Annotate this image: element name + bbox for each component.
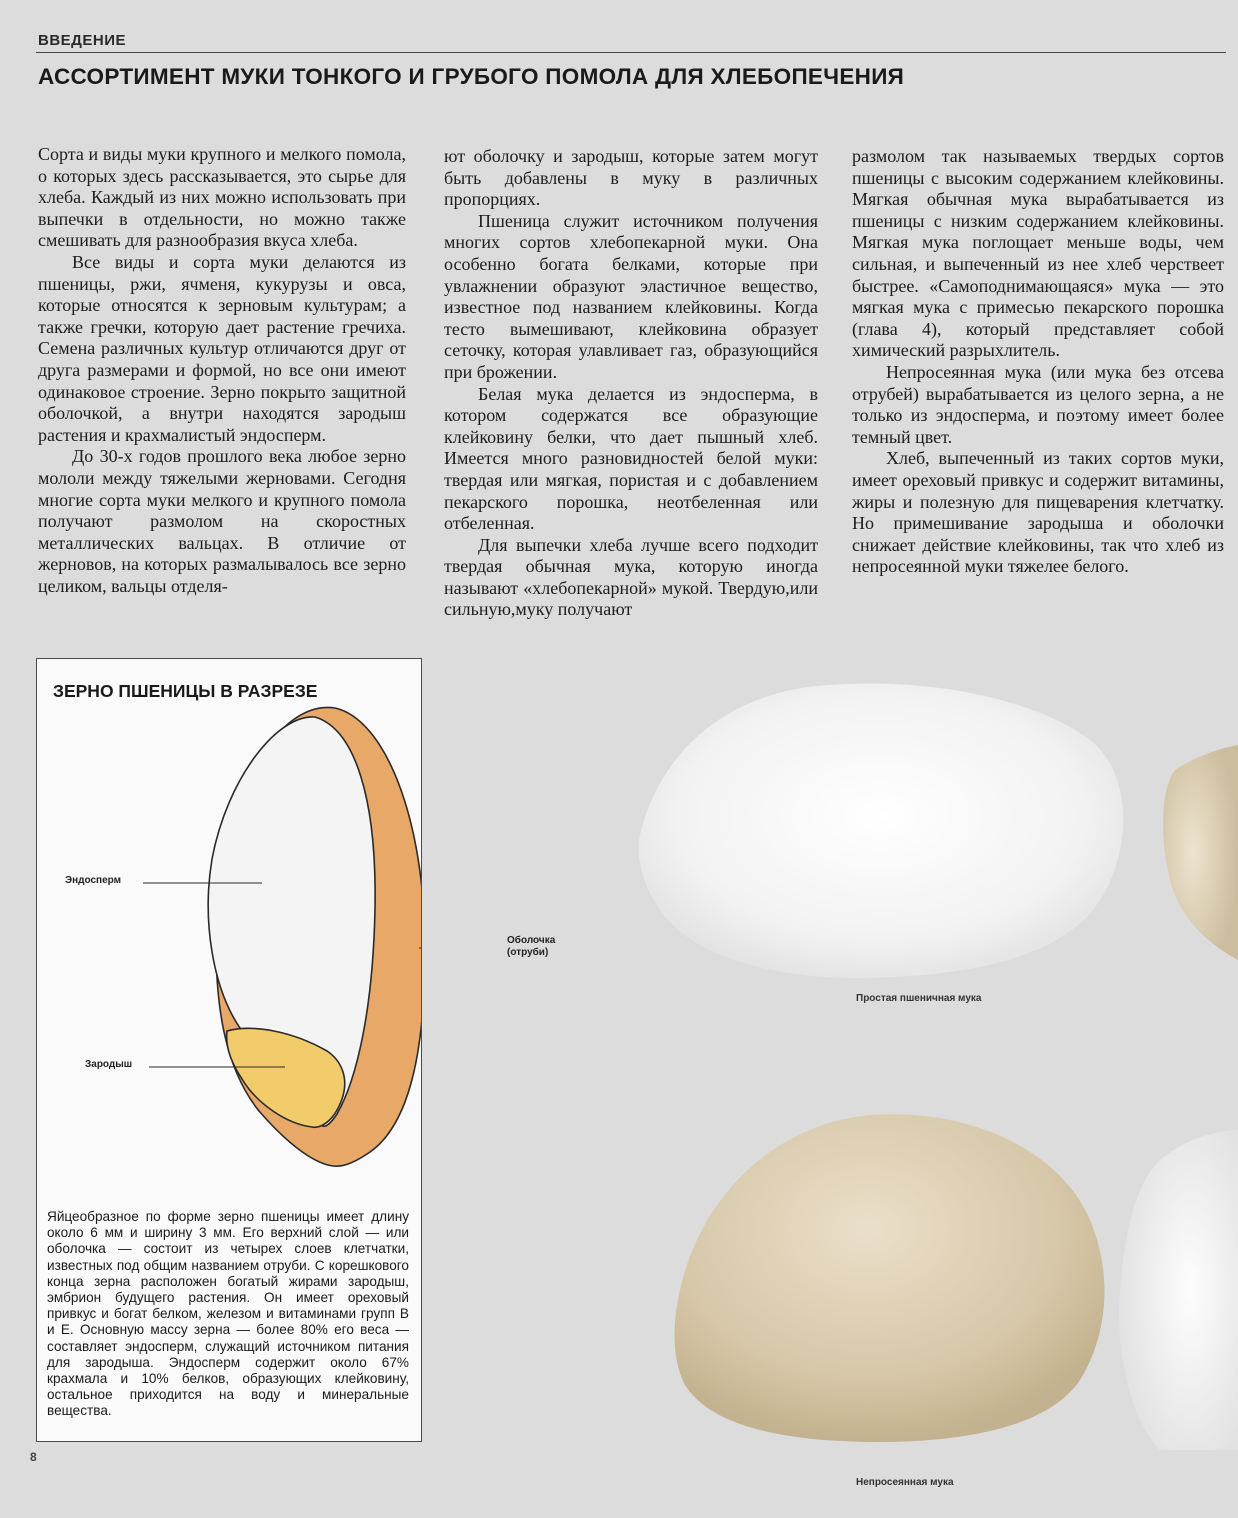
wholemeal-caption: Непросеянная мука: [856, 1477, 954, 1488]
bran-label: [507, 935, 555, 959]
germ-label: Зародыш: [85, 1059, 133, 1070]
diagram-caption: Яйцеобразное по форме зерно пшеницы имеет длину около 6 мм и ширину 3 мм. Его верхний слой — или оболочка — состоит из четырех слоев клетчатки, известных под общим названием отруби. С корешкового конца зерна расположен богатый жирами зародыш, эмбрион будущего растения. Он имеет ореховый привкус и богат белком, железом и витаминами групп В и Е. Основную массу зерна — более 80% его веса — составляет эндосперм, служащий источником питания для зародыша. Эндосперм содержит около 67% крахмала и 10% белков, образующих клейковину, остальное приходится на воду и минеральные вещества.: [47, 1209, 409, 1419]
paragraph: размолом так называемых твердых сортов пшеницы с высоким содержанием клейковины. Мягкая обычная мука вырабатывается из пшеницы с низким содержанием клейковины. Мягкая мука поглощает меньше воды, чем сильная, и выпеченный из нее хлеб черствеет быстрее. «Самоподнимающаяся» мука — это мягкая мука с примесью пекарского порошка (глава 4), который представляет собой химический разрыхлитель.: [852, 146, 1224, 361]
section-label: ВВЕДЕНИЕ: [38, 32, 126, 49]
paragraph: До 30-х годов прошлого века любое зерно мололи между тяжелыми жерновами. Сегодня многие сорта муки мелкого и крупного помола получают размолом на скоростных металлических вальцах. В отличие от жерновов, на которых размалывалось все зерно целиком, вальцы отделя-: [38, 446, 406, 596]
paragraph: ют оболочку и зародыш, которые затем могут быть добавлены в муку в различных пропорциях.: [444, 146, 818, 210]
wheat-grain-diagram-box: [36, 658, 556, 1442]
paragraph: Непросеянная мука (или мука без отсева отрубей) вырабатывается из целого зерна, а не только из эндосперма, и поэтому имеет более темный цвет.: [852, 361, 1224, 447]
bran-label-line1: Оболочка: [507, 935, 556, 946]
endosperm-label: Эндосперм: [65, 875, 122, 886]
section-rule: [36, 52, 1226, 53]
paragraph: Пшеница служит источником получения многих сортов хлебопекарной муки. Она особенно богата белками, которые при увлажнении образуют эластичное вещество, известное под названием клейковины. Когда тесто вымешивают, клейковина образует сеточку, которая улавливает газ, образующийся при брожении.: [444, 210, 818, 382]
paragraph: Сорта и виды муки крупного и мелкого помола, о которых здесь рассказывается, это сырье для хлеба. Каждый из них можно использовать при выпечки в отдельности, но можно также смешивать для разнообразия вкуса хлеба.: [38, 144, 406, 251]
paragraph: Для выпечки хлеба лучше всего подходит твердая обычная мука, которую иногда называют «хлебопекарной» мукой. Твердую,или сильную,муку получают: [444, 534, 818, 620]
diagram-title: ЗЕРНО ПШЕНИЦЫ В РАЗРЕЗЕ: [53, 681, 318, 701]
text-column-1: [38, 144, 406, 597]
wholemeal-flour-pile: [600, 1090, 1238, 1450]
paragraph: Хлеб, выпеченный из таких сортов муки, имеет ореховый привкус и содержит витамины, жиры и полезную для пищеварения клетчатку. Но примешивание зародыша и оболочки снижает действие клейковины, так что хлеб из непросеянной муки тяжелее белого.: [852, 448, 1224, 577]
text-column-2: [444, 146, 818, 621]
page-number: 8: [30, 1450, 37, 1464]
wheat-grain-illustration: [37, 659, 421, 1199]
page-title: АССОРТИМЕНТ МУКИ ТОНКОГО И ГРУБОГО ПОМОЛА ДЛЯ ХЛЕБОПЕЧЕНИЯ: [38, 64, 905, 89]
bran-label-line2: (отруби): [507, 947, 549, 958]
plain-flour-pile: [620, 660, 1238, 1040]
paragraph: Все виды и сорта муки делаются из пшеницы, ржи, ячменя, кукурузы и овса, которые относятся к зерновым культурам; а также гречки, которую дает растение гречиха. Семена различных культур отличаются друг от друга размерами и формой, но все они имеют одинаковое строение. Зерно покрыто защитной оболочкой, а внутри находятся зародыш растения и крахмалистый эндосперм.: [38, 251, 406, 445]
plain-flour-caption: Простая пшеничная мука: [856, 993, 982, 1004]
text-column-3: [852, 146, 1224, 578]
paragraph: Белая мука делается из эндосперма, в котором содержатся все образующие клейковину белки, что дает пышный хлеб. Имеется много разновидностей белой муки: твердая или мягкая, пористая и с добавлением пекарского порошка, неотбеленная или отбеленная.: [444, 383, 818, 534]
